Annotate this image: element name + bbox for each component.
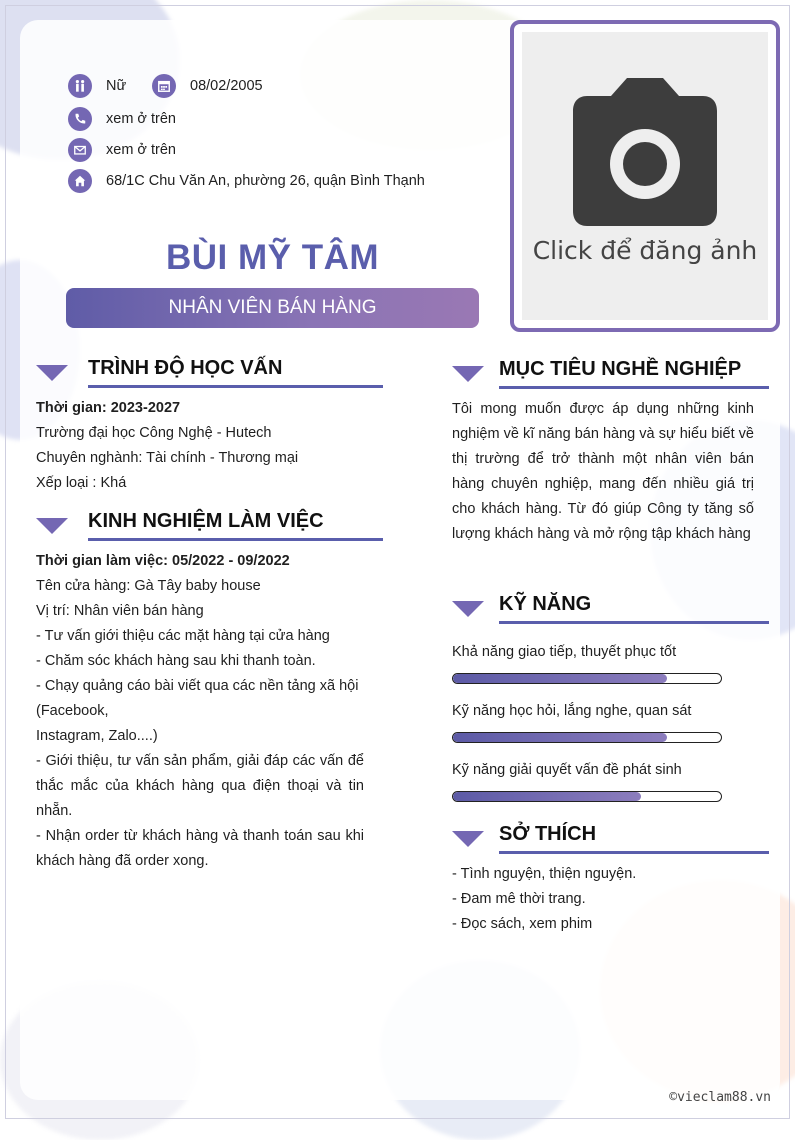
hobby-item: - Tình nguyện, thiện nguyện. bbox=[452, 866, 637, 882]
education-header bbox=[36, 357, 386, 387]
experience-store: Tên cửa hàng: Gà Tây baby house bbox=[36, 578, 261, 594]
camera-icon bbox=[571, 76, 719, 228]
skill-label: Kỹ năng học hỏi, lắng nghe, quan sát bbox=[452, 703, 692, 719]
skills-title: KỸ NĂNG bbox=[499, 593, 592, 615]
education-underline bbox=[88, 385, 383, 388]
phone-icon bbox=[68, 107, 92, 131]
objective-underline bbox=[499, 386, 769, 389]
education-major: Chuyên nghành: Tài chính - Thương mại bbox=[36, 450, 299, 466]
triangle-bullet-icon bbox=[36, 365, 68, 381]
job-title: NHÂN VIÊN BÁN HÀNG bbox=[168, 297, 377, 318]
triangle-bullet-icon bbox=[452, 366, 484, 382]
skill-fill bbox=[453, 733, 667, 742]
education-rank: Xếp loại : Khá bbox=[36, 475, 127, 491]
skill-label: Khả năng giao tiếp, thuyết phục tốt bbox=[452, 644, 677, 660]
experience-underline bbox=[88, 538, 383, 541]
experience-title: KINH NGHIỆM LÀM VIỆC bbox=[88, 510, 324, 532]
triangle-bullet-icon bbox=[452, 601, 484, 617]
skill-bar bbox=[452, 673, 722, 684]
experience-duty: - Chăm sóc khách hàng sau khi thanh toàn. bbox=[36, 653, 316, 669]
address-value: 68/1C Chu Văn An, phường 26, quận Bình Thạnh bbox=[106, 173, 425, 189]
experience-body bbox=[36, 549, 364, 874]
education-school: Trường đại học Công Nghệ - Hutech bbox=[36, 425, 272, 441]
skill-label: Kỹ năng giải quyết vấn đề phát sinh bbox=[452, 762, 682, 778]
experience-period: Thời gian làm việc: 05/2022 - 09/2022 bbox=[36, 553, 290, 569]
birthday-row bbox=[152, 74, 263, 98]
education-period: Thời gian: 2023-2027 bbox=[36, 400, 181, 416]
hobby-item: - Đọc sách, xem phim bbox=[452, 916, 593, 932]
candidate-name: BÙI MỸ TÂM bbox=[165, 238, 380, 277]
objective-title: MỤC TIÊU NGHỀ NGHIỆP bbox=[499, 358, 742, 380]
triangle-bullet-icon bbox=[452, 831, 484, 847]
phone-row bbox=[68, 107, 176, 131]
triangle-bullet-icon bbox=[36, 518, 68, 534]
skill-bar bbox=[452, 791, 722, 802]
address-row bbox=[68, 169, 425, 193]
gender-row bbox=[68, 74, 126, 98]
home-icon bbox=[68, 169, 92, 193]
birthday-value: 08/02/2005 bbox=[190, 78, 263, 94]
email-value: xem ở trên bbox=[106, 142, 176, 158]
hobbies-underline bbox=[499, 851, 769, 854]
hobbies-header bbox=[452, 823, 772, 853]
gender-icon bbox=[68, 74, 92, 98]
experience-header bbox=[36, 510, 386, 540]
education-title: TRÌNH ĐỘ HỌC VẤN bbox=[88, 357, 283, 379]
experience-duty: - Giới thiệu, tư vấn sản phẩm, giải đáp các vấn để thắc mắc của khách hàng qua điện thoại và tin nhẵn. bbox=[36, 753, 364, 819]
job-title-bar bbox=[66, 288, 479, 328]
email-icon bbox=[68, 138, 92, 162]
hobbies-list bbox=[452, 862, 752, 937]
hobby-item: - Đam mê thời trang. bbox=[452, 891, 586, 907]
photo-upload[interactable] bbox=[510, 20, 780, 332]
gender-value: Nữ bbox=[106, 78, 127, 94]
experience-duty: - Chạy quảng cáo bài viết qua các nền tảng xã hội (Facebook, bbox=[36, 678, 359, 719]
skill-bar bbox=[452, 732, 722, 743]
education-body bbox=[36, 396, 366, 496]
experience-duty: - Tư vấn giới thiệu các mặt hàng tại cửa hàng bbox=[36, 628, 330, 644]
watermark: ©vieclam88.vn bbox=[669, 1090, 771, 1105]
skill-fill bbox=[453, 674, 667, 683]
skills-header bbox=[452, 593, 772, 623]
photo-upload-label: Click để đăng ảnh bbox=[532, 235, 758, 265]
hobbies-title: SỞ THÍCH bbox=[499, 823, 597, 845]
email-row bbox=[68, 138, 176, 162]
skills-underline bbox=[499, 621, 769, 624]
photo-placeholder[interactable] bbox=[522, 32, 768, 320]
experience-duty: Instagram, Zalo....) bbox=[36, 728, 158, 744]
objective-text: Tôi mong muốn được áp dụng những kinh nghiệm về kĩ năng bán hàng và sự hiểu biết về thị trường để trở thành một nhân viên bán hàng chuyên nghiệp, mang đến nhiều giá trị cho khách hàng. Từ đó giúp Công ty tăng số lượng khách hàng và mở rộng tập khách hàng bbox=[452, 401, 754, 542]
objective-header bbox=[452, 358, 772, 388]
calendar-icon bbox=[152, 74, 176, 98]
experience-position: Vị trí: Nhân viên bán hàng bbox=[36, 603, 204, 619]
phone-value: xem ở trên bbox=[106, 111, 176, 127]
experience-duty: - Nhận order từ khách hàng và thanh toán sau khi khách hàng đã order xong. bbox=[36, 828, 364, 869]
skill-fill bbox=[453, 792, 641, 801]
